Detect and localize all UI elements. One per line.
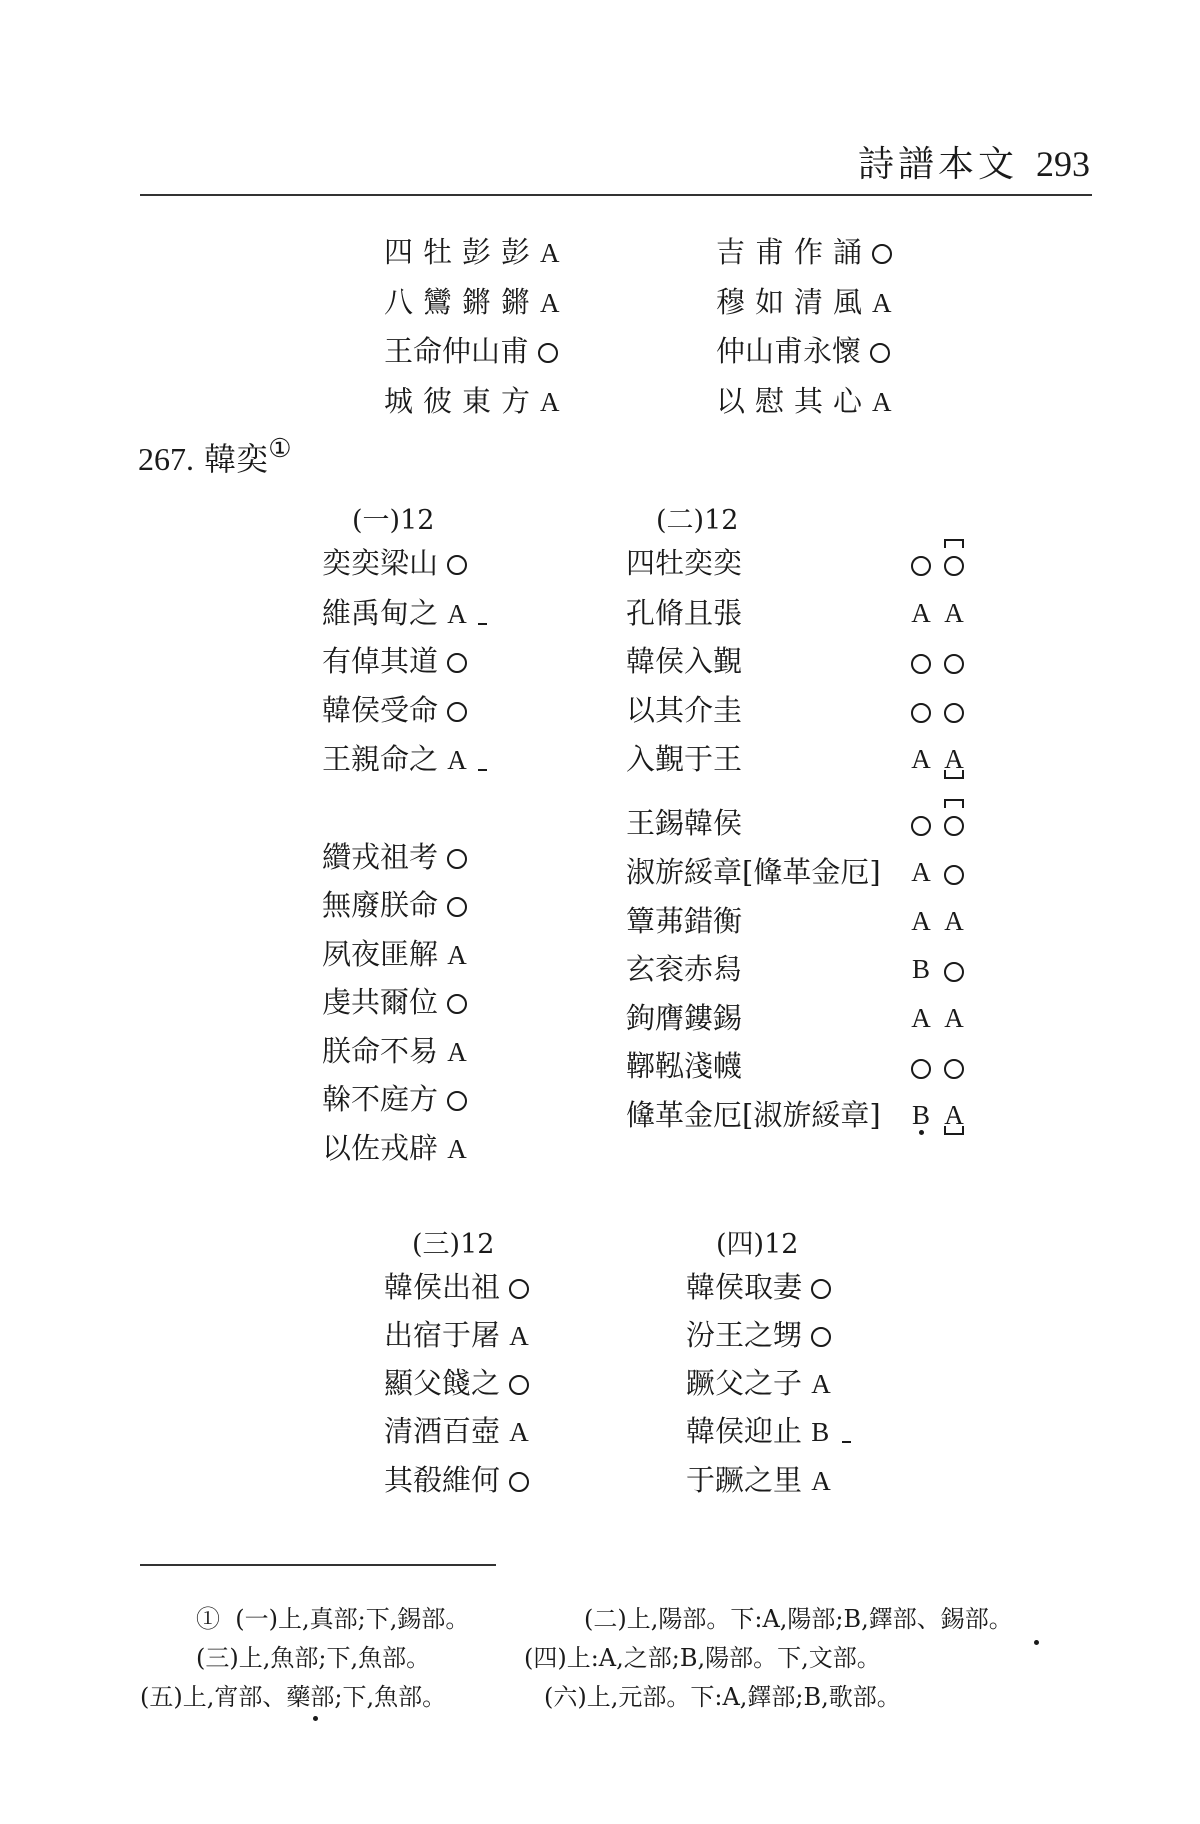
poem-line: 王錫韓侯 [626,806,743,840]
underscore-mark [478,769,487,771]
rhyme-mark-2 [943,952,965,986]
rhyme-circle [447,849,467,869]
rhyme-mark-2: A [944,744,964,774]
rhyme-circle [447,702,467,722]
rhyme-circle [870,343,890,363]
poem-line [686,1270,831,1304]
bracket-mark [944,799,964,808]
rhyme-circle [538,343,558,363]
rhyme-circle [872,244,892,264]
poem-line [322,937,467,972]
rhyme-circle [911,654,931,674]
poem-line: 孔脩且張 [626,596,743,630]
footnote-line: (五)上,宵部、藥部;下,魚部。 [140,1683,447,1711]
rhyme-circle [509,1279,529,1299]
rhyme-circle [944,654,964,674]
rhyme-mark-1: A [911,598,931,628]
text-span: 韓侯取妻 [686,1270,803,1304]
rhyme-mark-1: A [911,857,931,887]
poem-line [322,596,467,631]
poem-line: 玄衮赤舄 [626,952,743,986]
text-span: A [509,1417,529,1447]
text-span: 蹶父之子 [686,1366,803,1400]
poem-line [686,1318,831,1352]
text-span: A [447,1037,467,1067]
stanza-3-head: (三)12 [412,1229,495,1260]
rhyme-mark-1 [910,693,932,727]
rhyme-mark-1 [910,1049,932,1083]
text-span: 仲山甫永懷 [716,334,862,368]
footnote-line: (六)上,元部。下:A,鐸部;B,歌部。 [544,1683,901,1711]
rhyme-mark-2 [943,806,965,840]
poem-line [716,235,892,269]
rhyme-circle [509,1375,529,1395]
text-span: 于蹶之里 [686,1463,803,1497]
poem-line [384,384,560,419]
rhyme-circle [811,1327,831,1347]
rhyme-mark-2: A [944,906,964,936]
rhyme-circle [944,962,964,982]
rhyme-mark-1: A [911,1003,931,1033]
rhyme-circle [944,703,964,723]
poem-line [322,888,467,922]
rhyme-mark-2: A [944,1003,964,1033]
text-span: 以慰其心 [716,384,873,418]
rhyme-circle [911,1059,931,1079]
section-title [138,434,292,480]
rhyme-circle [447,897,467,917]
poem-line [322,1034,467,1069]
rhyme-mark-1: A [911,744,931,774]
poem-line: 入覲于王 [626,742,743,776]
rhyme-mark-2 [943,855,965,889]
rhyme-circle [944,816,964,836]
rhyme-mark-2: A [944,1100,964,1130]
rhyme-mark-1: A [911,906,931,936]
poem-line [384,1414,529,1449]
running-head-title: 詩譜本文 [857,144,1018,185]
poem-line: 四牡奕奕 [626,546,743,580]
text-span: A [447,745,467,775]
underscore-mark [842,1441,851,1443]
poem-line [322,693,467,727]
stanza-1-head: (一)12 [352,505,435,536]
poem-line: 鞗革金厄[淑旂綏章] [626,1098,881,1132]
rhyme-mark-2 [943,644,965,678]
poem-line: 韓侯入覲 [626,644,743,678]
poem-line [384,235,560,270]
rhyme-circle [911,703,931,723]
poem-line [322,644,467,678]
text-span: 朕命不易 [322,1034,439,1068]
footnote-line [196,1604,469,1634]
rhyme-mark-1 [910,546,932,580]
rhyme-circle [911,816,931,836]
poem-line: 簟茀錯衡 [626,904,743,938]
text-span: 夙夜匪解 [322,937,439,971]
text-span: 王命仲山甫 [384,334,530,368]
text-span: A [811,1466,831,1496]
poem-line [322,546,467,580]
stanza-2-head: (二)12 [656,505,739,536]
text-span: (一)上,真部;下,錫部。 [235,1605,470,1633]
rhyme-circle [447,555,467,575]
text-span: 267. [138,441,194,477]
rhyme-circle [944,865,964,885]
text-span: 八鸞鏘鏘 [384,285,541,319]
poem-line: 以其介圭 [626,693,743,727]
poem-line [686,1463,831,1498]
rhyme-circle [509,1472,529,1492]
footnote-line: (四)上:A,之部;B,陽部。下,文部。 [524,1644,881,1672]
rhyme-circle [447,1091,467,1111]
text-span: B [811,1417,830,1447]
text-span: 纘戎祖考 [322,840,439,874]
bracket-mark [944,539,964,548]
rhyme-mark-2 [943,1049,965,1083]
poem-line [686,1366,831,1401]
poem-line [322,1082,467,1116]
text-span: A [540,238,560,268]
rhyme-circle [447,994,467,1014]
text-span: 奕奕梁山 [322,546,439,580]
poem-line: 鉤膺鏤錫 [626,1001,743,1035]
text-span: A [872,288,892,318]
rhyme-circle [944,556,964,576]
footnote-line: (二)上,陽部。下:A,陽部;B,鐸部、錫部。 [584,1605,1013,1633]
text-span: 韓侯出祖 [384,1270,501,1304]
emphasis-dot [919,1130,924,1135]
text-span: 城彼東方 [384,384,541,418]
poem-line [322,840,467,874]
emphasis-dot [1034,1640,1039,1645]
rhyme-circle [447,653,467,673]
text-span: 以佐戎辟 [322,1131,439,1165]
header-rule [140,194,1092,196]
text-span: 出宿于屠 [384,1318,501,1352]
footnote-line: (三)上,魚部;下,魚部。 [196,1644,431,1672]
text-span: 穆如清風 [716,285,873,319]
text-span: A [509,1321,529,1351]
emphasis-dot [313,1716,318,1721]
text-span: A [811,1369,831,1399]
poem-line [322,985,467,1019]
poem-line [716,285,892,320]
bracket-mark [944,1126,964,1135]
poem-line [716,334,890,368]
page-number: 293 [1036,144,1090,184]
running-head [858,136,1090,187]
text-span: 吉甫作誦 [716,235,873,269]
text-span: 顯父餞之 [384,1366,501,1400]
rhyme-circle [811,1279,831,1299]
text-span: 其殽維何 [384,1463,501,1497]
text-span: 維禹甸之 [322,596,439,630]
text-span: 無廢朕命 [322,888,439,922]
text-span: A [872,387,892,417]
rhyme-circle [944,1059,964,1079]
rhyme-mark-1: B [911,1100,930,1130]
bracket-mark [944,770,964,779]
text-span: 榦不庭方 [322,1082,439,1116]
rhyme-mark-1: B [911,954,930,984]
text-span: 四牡彭彭 [384,235,541,269]
poem-line: 淑旂綏章[鞗革金厄] [626,855,881,889]
poem-line [384,1270,529,1304]
text-span: A [447,1134,467,1164]
text-span: 汾王之甥 [686,1318,803,1352]
text-span: ① [196,1605,220,1633]
poem-line [322,1131,467,1166]
poem-line [384,285,560,320]
poem-line [322,742,467,777]
text-span: A [540,288,560,318]
rhyme-mark-2 [943,693,965,727]
poem-line: 鞹鞃淺幭 [626,1049,743,1083]
text-span: A [447,940,467,970]
footnote-rule [140,1564,496,1566]
text-span: 有倬其道 [322,644,439,678]
text-span: 王親命之 [322,742,439,776]
underscore-mark [478,623,487,625]
rhyme-mark-1 [910,644,932,678]
text-span: 韓侯受命 [322,693,439,727]
note-ref: ① [268,434,292,464]
poem-line [384,1366,529,1400]
text-span: A [540,387,560,417]
poem-line [686,1414,829,1449]
poem-line [384,334,558,368]
text-span: A [447,599,467,629]
poem-line [716,384,892,419]
poem-line [384,1463,529,1497]
text-span: 韓侯迎止 [686,1414,803,1448]
text-span: 韓奕 [204,440,269,478]
text-span: 清酒百壺 [384,1414,501,1448]
rhyme-mark-2 [943,546,965,580]
stanza-4-head: (四)12 [716,1229,799,1260]
text-span: 虔共爾位 [322,985,439,1019]
rhyme-mark-2: A [944,598,964,628]
rhyme-mark-1 [910,806,932,840]
poem-line [384,1318,529,1353]
rhyme-circle [911,556,931,576]
